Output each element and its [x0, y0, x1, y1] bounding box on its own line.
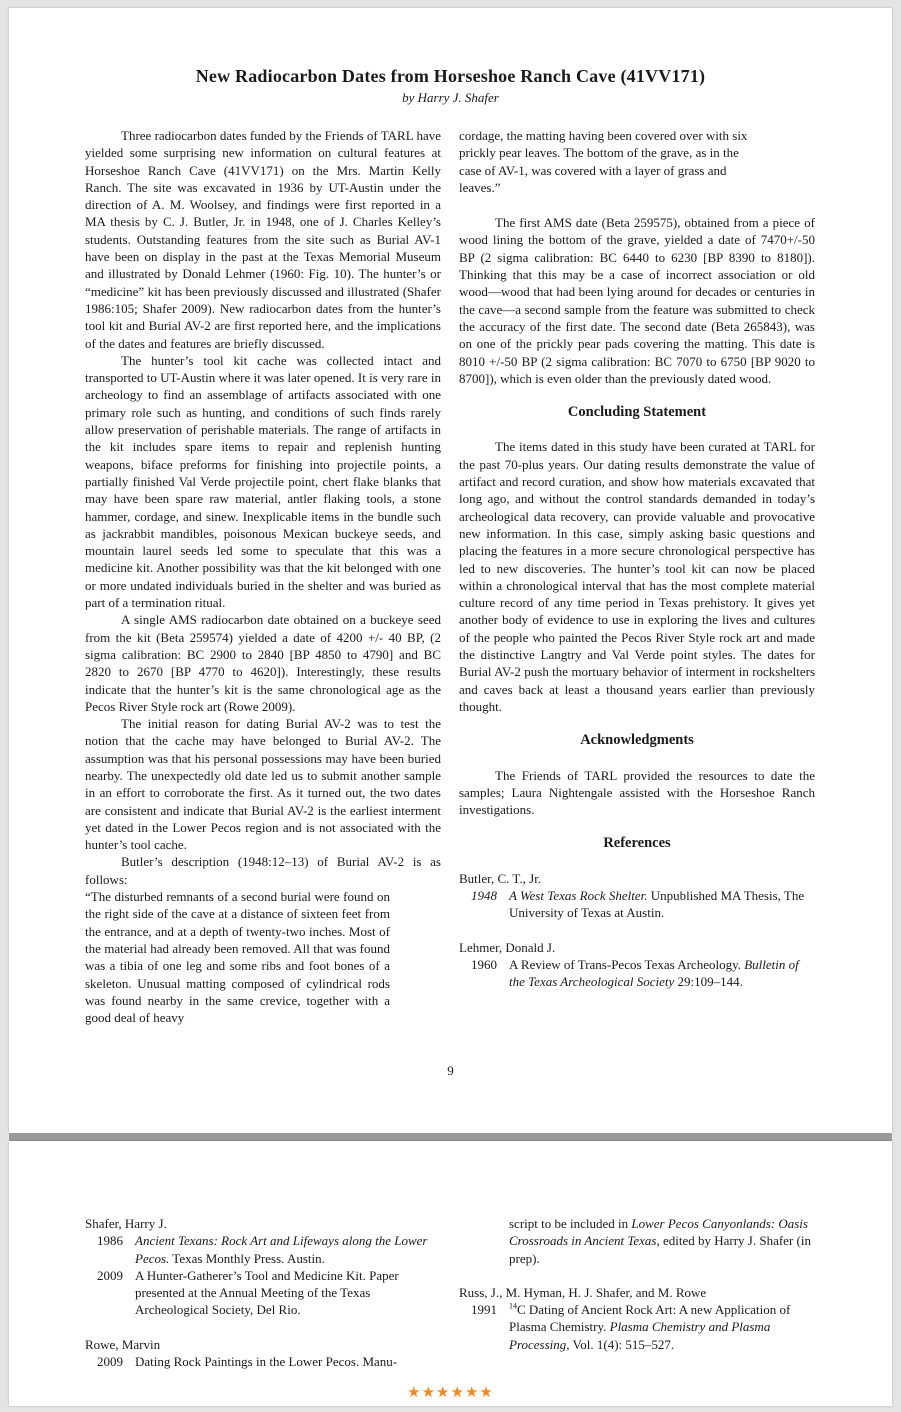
- page-number: 9: [447, 1063, 454, 1078]
- paragraph: The items dated in this study have been curated at TARL for the past 70-plus years. Our dating results demonstrate the value of artifact and record curation, and show how materials excavated that long ago, and without the control standards demanded in today’s archeological data recovery, can provide valuable and provocative new information. In this case, simply asking basic questions and placing the features in a more secure chronological perspective has led to new discoveries. The hunter’s tool kit can now be placed within a chronological interval that has the most complete material culture record of any time period in Texas prehistory. It gives yet another body of evidence to use in exploring the lives and cultures of the people who painted the Pecos River Style rock art and made the distinctive Langtry and Val Verde point styles. The dates for Burial AV-2 push the mortuary behavior of interment in rockshelters and caves back at least a thousand years earlier than previously thought.: [459, 439, 815, 714]
- reference-text: [509, 956, 815, 991]
- reference-year: 1991: [471, 1302, 497, 1318]
- reference-text: A Hunter-Gatherer’s Tool and Medicine Kit. Paper presented at the Annual Meeting of the Texas Archeological Society, Del Rio.: [135, 1267, 399, 1318]
- paragraph: Three radiocarbon dates funded by the Friends of TARL have yielded some surprising new information on cultural features at Horseshoe Ranch Cave (41VV171) on the Mrs. Martin Kelly Ranch. The site was excavated in 1936 by UT-Austin under the direction of A. M. Woolsey, and findings were first reported in a MA thesis by C. J. Butler, Jr. in 1948, one of J. Charles Kelley’s students. Outstanding features from the site such as Burial AV-1 have been on display in the past at the Texas Memorial Museum and illustrated by Donald Lehmer (1960: Fig. 10). The hunter’s or “medicine” kit has been previously discussed and illustrated (Shafer 1986:105; Shafer 2009). New radiocarbon dates from the hunter’s tool kit and Burial AV-2 are first reported here, and the implications of the dates and features are briefly discussed.: [85, 128, 441, 351]
- section-heading-references: References: [603, 835, 671, 852]
- reference-year: 2009: [97, 1354, 123, 1370]
- reference-details: Unpublished MA Thesis, The University of Texas at Austin.: [509, 887, 805, 921]
- reference-title: Lower Pecos Canyonlands: Oasis Crossroads in Ancient Texas: [509, 1216, 808, 1249]
- paragraph: Butler’s description (1948:12–13) of Burial AV-2 is as follows:: [85, 854, 441, 887]
- paragraph: The first AMS date (Beta 259575), obtained from a piece of wood lining the bottom of the grave, yielded a date of 7470+/-50 BP (2 sigma calibration: BC 6440 to 6230 [BP 8390 to 8180]). Thinking that this may be a case of incorrect association or old wood—wood that had been lying around for decades or centuries in the cave—a second sample from the feature was submitted to check the accuracy of the first date. The second date (Beta 265843), was on one of the prickly pear pads covering the matting. This date is 8010 +/-50 BP (2 sigma calibration: BC 7070 to 6750 [BP 9020 to 8700]), which is even older than the previously dated wood.: [459, 215, 815, 386]
- document-page-1: [9, 8, 892, 1133]
- article-byline: by Harry J. Shafer: [402, 90, 499, 105]
- reference-details: , edited by Harry J. Shafer (in prep).: [509, 1233, 811, 1266]
- reference-entry: [459, 1301, 815, 1353]
- reference-entry: [85, 1267, 441, 1319]
- reference-details: script to be included in: [509, 1216, 632, 1231]
- section-heading-acknowledgments: Acknowledgments: [580, 732, 694, 749]
- page-divider: [9, 1133, 892, 1141]
- right-column: [459, 127, 815, 990]
- reference-journal: Plasma Chemistry and Plasma Processing: [509, 1319, 771, 1352]
- paragraph: The hunter’s tool kit cache was collected intact and transported to UT-Austin where it was later opened. It is very rare in archeology to find an assemblage of artifacts associated with one primary role such as hunting, and conditions of such finds rarely allow preservation of perishable materials. The range of artifacts in the kit includes spare items to repair and replenish hunting weapons, biface preforms for finishing into projectile points, a partially finished Val Verde projectile point, chert flake blanks that may have been spare raw material, antler flaking tools, a stone hammer, cordage, and sinew. Inexplicable items in the bundle such as jackrabbit mandibles, poisonous Mexican buckeye seeds, and mountain laurel seeds led some to speculate that this was a medicine kit. Another possibility was that the kit belonged with one or more undated individuals buried in the shelter and was buried as part of a termination ritual.: [85, 352, 441, 611]
- right-column: [459, 1215, 815, 1353]
- reference-year: 2009: [97, 1267, 123, 1283]
- reference-author: Rowe, Marvin: [85, 1336, 161, 1352]
- reference-author: Butler, C. T., Jr.: [459, 870, 542, 886]
- reference-details: Texas Monthly Press. Austin.: [169, 1250, 325, 1266]
- reference-details: , Vol. 1(4): 515–527.: [566, 1336, 675, 1352]
- document-page-2: [9, 1141, 892, 1406]
- reference-journal: Bulletin of the Texas Archeological Society: [509, 956, 799, 990]
- paragraph: A single AMS radiocarbon date obtained on a buckeye seed from the kit (Beta 259574) yielded a date of 4200 +/- 40 BP, (2 sigma calibration: BC 2900 to 2840 [BP 4850 to 4790] and BC 2820 to 2670 [BP 4770 to 4620]). Interestingly, these results indicate that the hunter’s kit is the same chronological age as the Pecos River Style rock art (Rowe 2009).: [85, 612, 441, 714]
- reference-author: Shafer, Harry J.: [85, 1216, 167, 1231]
- article-title: New Radiocarbon Dates from Horseshoe Ranch Cave (41VV171): [195, 66, 706, 86]
- reference-year: 1986: [97, 1233, 123, 1249]
- reference-entry: [85, 1232, 441, 1267]
- reference-title: Ancient Texans: Rock Art and Lifeways along the Lower Pecos.: [135, 1233, 428, 1266]
- block-quote-continued: cordage, the matting having been covered over with six prickly pear leaves. The bottom of the grave, as in the case of AV-1, was covered with a layer of grass and leaves.”: [459, 128, 748, 195]
- reference-text-continued: [509, 1215, 815, 1267]
- reference-year: 1948: [471, 887, 497, 903]
- rating-stars[interactable]: ★★★★★★: [407, 1383, 494, 1401]
- reference-title: A West Texas Rock Shelter.: [509, 887, 648, 903]
- left-column: [85, 127, 441, 1026]
- superscript: 14: [509, 1301, 517, 1311]
- reference-year: 1960: [471, 956, 497, 972]
- reference-text: [509, 1301, 815, 1353]
- reference-details: 29:109–144.: [674, 974, 743, 990]
- reference-text: Dating Rock Paintings in the Lower Pecos. Manu-: [135, 1354, 398, 1370]
- reference-text: [509, 887, 815, 922]
- reference-entry: [459, 956, 815, 991]
- reference-text: [135, 1232, 441, 1267]
- left-column: [85, 1215, 441, 1370]
- reference-title: A Review of Trans-Pecos Texas Archeology.: [509, 956, 745, 972]
- reference-entry: [459, 887, 815, 922]
- section-heading-concluding: Concluding Statement: [567, 404, 707, 421]
- reference-title: C Dating of Ancient Rock Art: A new Application of Plasma Chemistry.: [509, 1302, 791, 1335]
- paragraph: The Friends of TARL provided the resources to date the samples; Laura Nightengale assisted with the Horseshoe Ranch investigations.: [459, 767, 815, 818]
- block-quote: “The disturbed remnants of a second burial were found on the right side of the cave at a distance of sixteen feet from the entrance, and at a depth of twenty-two inches. Most of the material had already been removed. All that was found was a tibia of one leg and some ribs and foot bones of a skeleton. Unusual matting composed of cylindrical rods was found nearby in the same crevice, together with a good deal of heavy: [85, 889, 390, 1026]
- reference-author: Lehmer, Donald J.: [459, 939, 556, 955]
- reference-entry: [85, 1353, 441, 1370]
- reference-author: Russ, J., M. Hyman, H. J. Shafer, and M. Rowe: [459, 1284, 707, 1300]
- paragraph: The initial reason for dating Burial AV-2 was to test the notion that the cache may have belonged to Burial AV-2. The assumption was that his personal possessions may have been buried nearby. The unexpectedly old date led us to submit another sample in an effort to corroborate the first. As it turned out, the two dates are consistent and indicate that Burial AV-2 is the earliest interment yet dated in the Lower Pecos region and is not associated with the hunter’s tool cache.: [85, 716, 441, 853]
